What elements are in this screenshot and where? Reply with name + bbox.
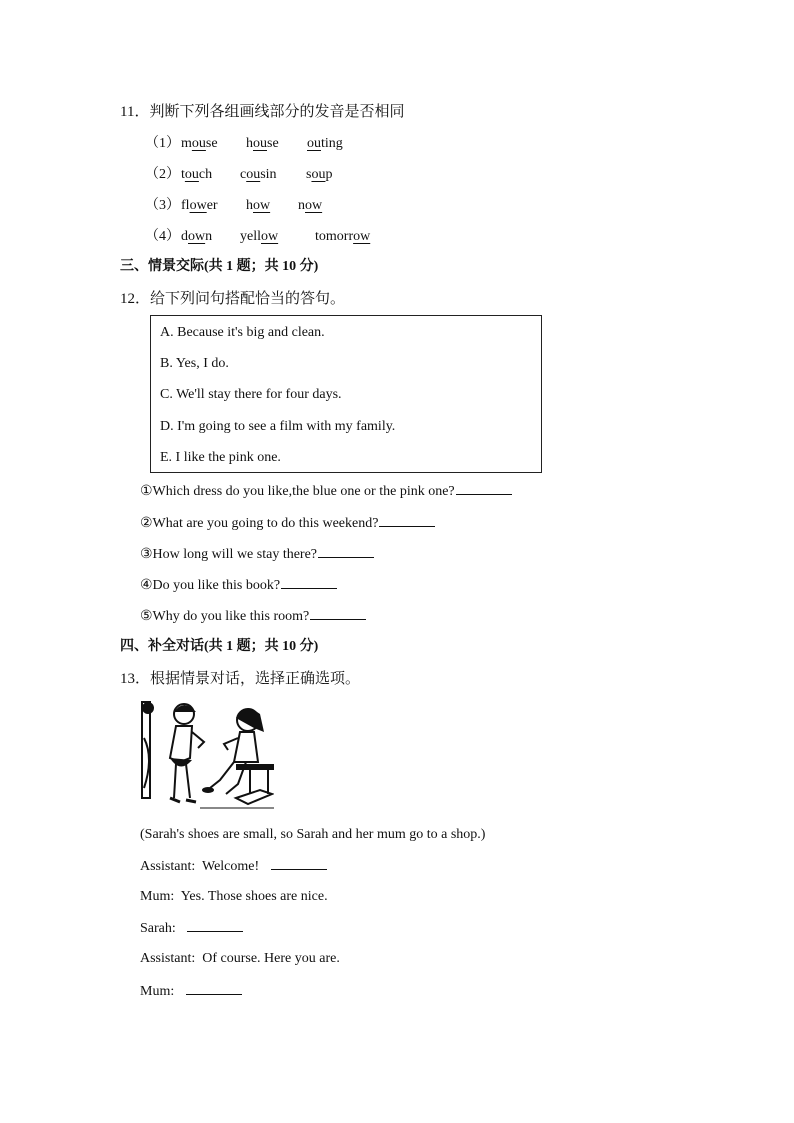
word: flower <box>181 198 218 213</box>
matching-question-2: ②What are you going to do this weekend? <box>140 514 435 533</box>
section-4-heading: 四、补全对话(共 1 题；共 10 分) <box>120 639 319 654</box>
section-3-heading: 三、情景交际(共 1 题；共 10 分) <box>120 259 319 274</box>
word: now <box>298 198 323 213</box>
answer-blank[interactable] <box>456 482 512 495</box>
shoe-shop-illustration <box>140 698 274 814</box>
answer-options-box <box>150 315 542 473</box>
row-number: （4） <box>145 229 180 244</box>
word: yellow <box>240 229 279 244</box>
question-11-title: 11．判断下列各组画线部分的发音是否相同 <box>120 104 405 120</box>
word: house <box>246 136 279 151</box>
word: tomorrow <box>315 229 371 244</box>
question-13-title: 13．根据情景对话，选择正确选项。 <box>120 671 361 687</box>
dialog-line-5: Mum: <box>140 982 242 1001</box>
answer-blank[interactable] <box>318 545 374 558</box>
answer-blank[interactable] <box>379 514 435 527</box>
answer-blank[interactable] <box>271 857 327 870</box>
option-c: C. We'll stay there for four days. <box>160 387 342 402</box>
dialog-line-4: Assistant: Of course. Here you are. <box>140 951 340 966</box>
option-b: B. Yes, I do. <box>160 356 229 371</box>
answer-blank[interactable] <box>186 982 242 995</box>
matching-question-4: ④Do you like this book? <box>140 576 337 595</box>
word: soup <box>306 167 333 182</box>
word: touch <box>181 167 213 182</box>
option-e: E. I like the pink one. <box>160 450 281 465</box>
matching-question-1: ①Which dress do you like,the blue one or the pink one? <box>140 482 512 501</box>
answer-blank[interactable] <box>281 576 337 589</box>
row-number: （2） <box>145 167 180 182</box>
word: cousin <box>240 167 277 182</box>
row-number: （1） <box>145 136 180 151</box>
dialog-line-3: Sarah: <box>140 919 243 938</box>
dialog-line-1: Assistant: Welcome! <box>140 857 327 876</box>
row-number: （3） <box>145 198 180 213</box>
word: down <box>181 229 213 244</box>
word: how <box>246 198 271 213</box>
matching-question-5: ⑤Why do you like this room? <box>140 607 366 626</box>
answer-blank[interactable] <box>310 607 366 620</box>
option-a: A. Because it's big and clean. <box>160 325 325 340</box>
word: mouse <box>181 136 218 151</box>
word: outing <box>307 136 343 151</box>
dialog-line-2: Mum: Yes. Those shoes are nice. <box>140 889 328 904</box>
question-12-title: 12．给下列问句搭配恰当的答句。 <box>120 291 346 307</box>
option-d: D. I'm going to see a film with my family. <box>160 419 396 434</box>
dialog-context: (Sarah's shoes are small, so Sarah and her mum go to a shop.) <box>140 827 486 842</box>
matching-question-3: ③How long will we stay there? <box>140 545 374 564</box>
answer-blank[interactable] <box>187 919 243 932</box>
